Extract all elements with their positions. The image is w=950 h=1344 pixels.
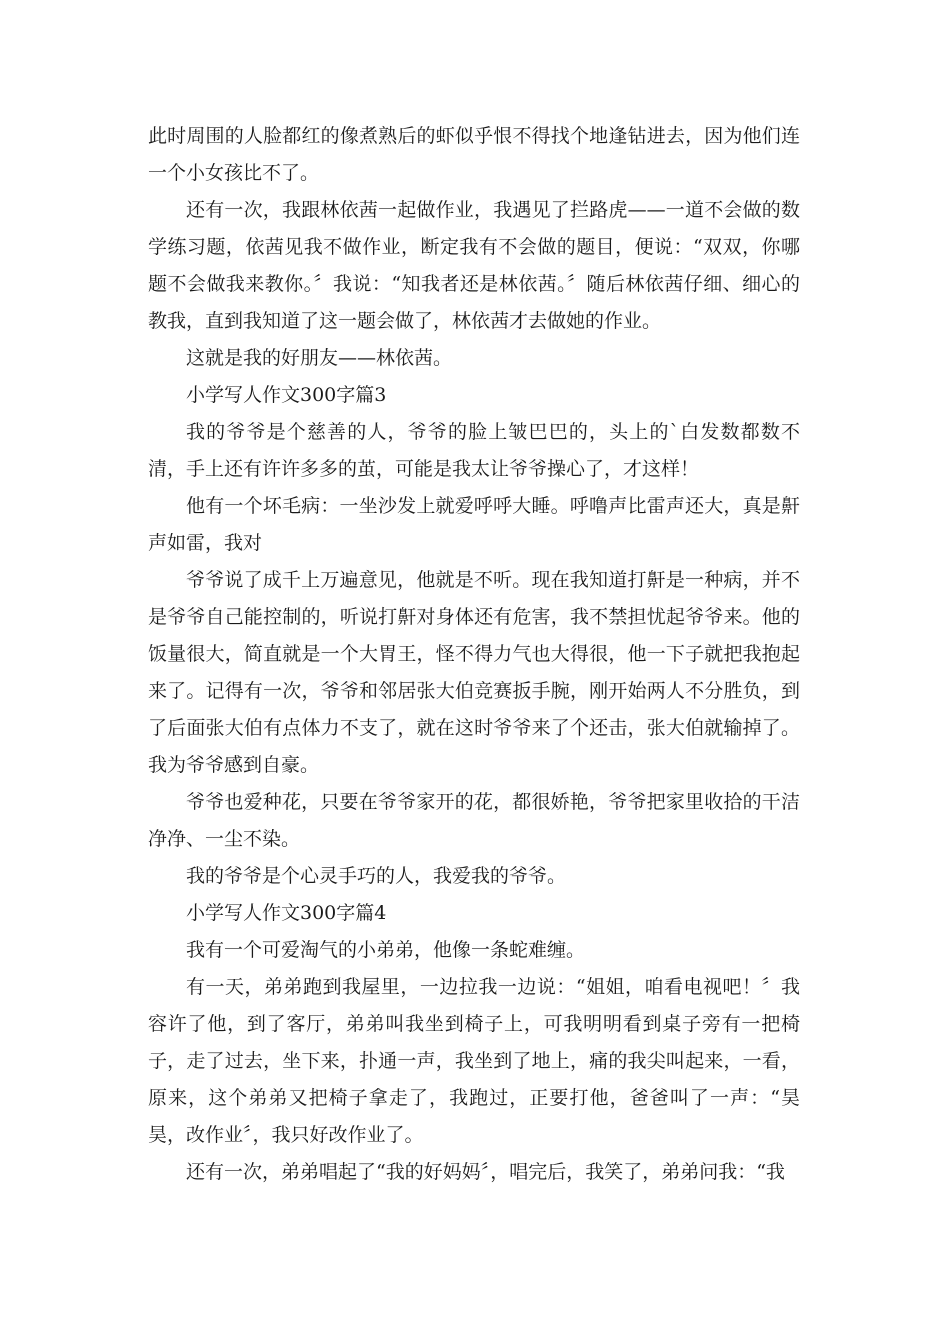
paragraph-continuation: 此时周围的人脸都红的像煮熟后的虾似乎恨不得找个地逢钻进去，因为他们连一个小女孩比不了。 [148, 125, 800, 184]
paragraph: 爷爷说了成千上万遍意见，他就是不听。现在我知道打鼾是一种病，并不是爷爷自己能控制的，听说打鼾对身体还有危害，我不禁担忧起爷爷来。他的饭量很大，简直就是一个大胃王，怪不得力气也大得很，他一下子就把我抱起来了。记得有一次，爷爷和邻居张大伯竞赛扳手腕，刚开始两人不分胜负，到了后面张大伯有点体力不支了，就在这时爷爷来了个还击，张大伯就输掉了。我为爷爷感到自豪。 [148, 569, 800, 776]
paragraph: 这就是我的好朋友——林依茜。 [186, 347, 453, 369]
document-body [148, 118, 800, 1191]
paragraph: 我的爷爷是个慈善的人，爷爷的脸上皱巴巴的，头上的`白发数都数不清，手上还有许许多多的茧，可能是我太让爷爷操心了，才这样！ [148, 421, 800, 480]
paragraph: 我的爷爷是个心灵手巧的人，我爱我的爷爷。 [186, 865, 567, 887]
paragraph: 爷爷也爱种花，只要在爷爷家开的花，都很娇艳，爷爷把家里收拾的干洁净净、一尘不染。 [148, 791, 800, 850]
paragraph: 还有一次，弟弟唱起了“我的好妈妈〞，唱完后，我笑了，弟弟问我：“我 [186, 1161, 785, 1183]
paragraph: 还有一次，我跟林依茜一起做作业，我遇见了拦路虎——一道不会做的数学练习题，依茜见我不做作业，断定我有不会做的题目，便说：“双双，你哪题不会做我来教你。〞我说：“知我者还是林依茜。〞随后林依茜仔细、细心的教我，直到我知道了这一题会做了，林依茜才去做她的作业。 [148, 199, 800, 332]
section-heading: 小学写人作文300字篇4 [186, 902, 387, 924]
paragraph: 有一天，弟弟跑到我屋里，一边拉我一边说：“姐姐，咱看电视吧！〞我容许了他，到了客厅，弟弟叫我坐到椅子上，可我明明看到桌子旁有一把椅子，走了过去，坐下来，扑通一声，我坐到了地上，痛的我尖叫起来，一看，原来，这个弟弟又把椅子拿走了，我跑过，正要打他，爸爸叫了一声：“昊昊，改作业〞，我只好改作业了。 [148, 976, 800, 1146]
paragraph: 他有一个坏毛病：一坐沙发上就爱呼呼大睡。呼噜声比雷声还大，真是鼾声如雷，我对 [148, 495, 800, 554]
section-heading: 小学写人作文300字篇3 [186, 384, 387, 406]
paragraph: 我有一个可爱淘气的小弟弟，他像一条蛇难缠。 [186, 939, 586, 961]
